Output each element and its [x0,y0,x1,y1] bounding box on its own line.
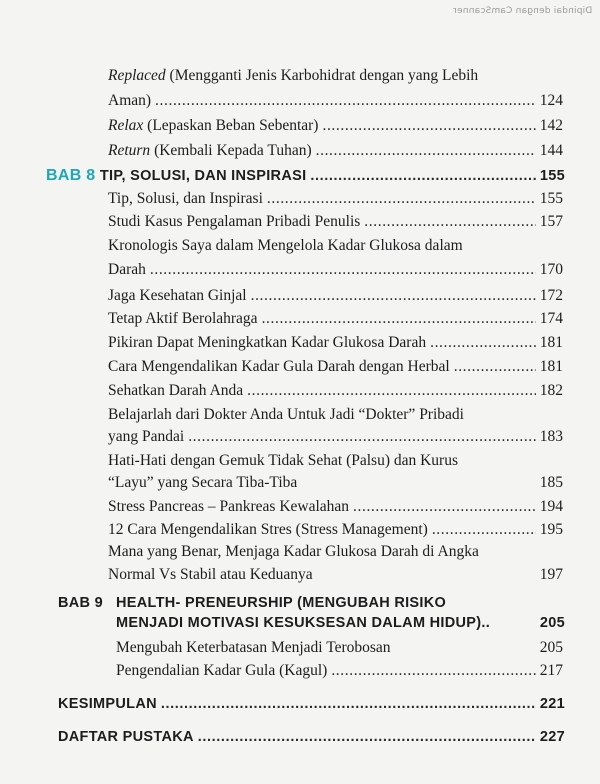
toc-entry-line1[interactable]: Hati-Hati dengan Gemuk Tidak Sehat (Palsu) dan Kurus [108,452,458,469]
entry-page: 142 [539,117,563,134]
entry-page: 174 [539,310,563,327]
chapter-9-title-line1[interactable]: HEALTH- PRENEURSHIP (MENGUBAH RISIKO [116,595,447,611]
entry-page: 182 [539,382,563,399]
leader-dots [251,286,536,305]
toc-entry[interactable] [108,212,563,231]
toc-entry[interactable] [108,381,563,400]
leader-dots [331,661,535,680]
leader-dots [432,520,536,539]
chapter-8-page: 155 [539,168,565,184]
toc-entry[interactable] [108,286,563,305]
entry-italic: Relax [108,117,144,134]
entry-title: Mengubah Keterbatasan Menjadi Terobosan [116,639,391,656]
entry-page: 197 [539,566,563,583]
entry-italic: Return [108,142,151,159]
leader-dots [247,381,536,400]
entry-title: KESIMPULAN [58,696,157,712]
toc-entry-line1[interactable]: Belajarlah dari Dokter Anda Untuk Jadi “Dokter” Pribadi [108,406,464,423]
chapter-9-title-line2: MENJADI MOTIVASI KESUKSESAN DALAM HIDUP).. [116,615,491,631]
toc-entry[interactable] [116,638,563,657]
entry-page: 194 [539,498,563,515]
entry-page: 227 [539,729,565,745]
toc-entry[interactable] [108,260,563,279]
leader-dots [310,167,536,186]
toc-entry[interactable] [108,333,563,352]
toc-entry[interactable] [108,565,563,584]
entry-title [108,116,318,135]
toc-entry[interactable] [108,357,563,376]
entry-title [108,141,312,160]
entry-page: 170 [539,261,563,278]
toc-entry-line1[interactable]: Kronologis Saya dalam Mengelola Kadar Glukosa dalam [108,237,463,254]
entry-title: “Layu” yang Secara Tiba-Tiba [108,474,298,491]
entry-italic: Replaced [108,67,166,84]
entry-page: 181 [539,358,563,375]
leader-dots [316,141,536,160]
entry-title: Stress Pancreas – Pankreas Kewalahan [108,498,350,515]
chapter-8-heading[interactable] [46,166,565,186]
toc-entry[interactable] [108,520,563,539]
leader-dots [267,189,536,208]
leader-dots [430,333,536,352]
entry-page: 183 [539,428,563,445]
entry-title: (Mengganti Jenis Karbohidrat dengan yang Lebih [165,67,479,84]
leader-dots [454,357,536,376]
entry-title: Aman) [108,92,152,109]
chapter-8-title-wrap [46,166,306,186]
toc-entry[interactable] [116,661,563,680]
toc-entry-relax[interactable] [108,116,563,135]
toc-daftar-pustaka[interactable] [58,728,565,747]
entry-page: 144 [539,142,563,159]
toc-entry-line1[interactable]: Mana yang Benar, Menjaga Kadar Glukosa Darah di Angka [108,543,479,560]
entry-page: 185 [539,474,563,491]
leader-dots [188,427,536,446]
entry-title: Darah [108,261,146,278]
toc-entry-replaced-cont[interactable] [108,91,563,110]
chapter-8-label: BAB 8 [46,167,96,184]
chapter-9-label: BAB 9 [58,595,104,611]
toc-entry[interactable] [108,473,563,492]
leader-dots [155,91,536,110]
toc-entry[interactable] [108,497,563,516]
leader-dots [262,309,536,328]
leader-dots [198,728,536,747]
leader-dots [364,212,535,231]
entry-title: Tetap Aktif Berolahraga [108,310,258,327]
toc-entry[interactable] [108,427,563,446]
scanner-watermark: Dipindai dengan CamScanner [452,6,592,16]
leader-dots [161,695,536,714]
entry-title: Normal Vs Stabil atau Keduanya [108,566,313,583]
entry-title: Cara Mengendalikan Kadar Gula Darah dengan Herbal [108,358,450,375]
chapter-8-title: TIP, SOLUSI, DAN INSPIRASI [99,168,307,184]
chapter-9-page: 205 [539,615,565,631]
entry-title-rest: (Lepaskan Beban Sebentar) [143,117,319,134]
leader-dots [150,260,536,279]
entry-title: Tip, Solusi, dan Inspirasi [108,190,263,207]
entry-title-rest: (Kembali Kepada Tuhan) [150,142,312,159]
entry-title: DAFTAR PUSTAKA [58,729,194,745]
entry-title: Jaga Kesehatan Ginjal [108,287,247,304]
entry-page: 181 [539,334,563,351]
entry-page: 172 [539,287,563,304]
entry-title: 12 Cara Mengendalikan Stres (Stress Management) [108,521,428,538]
entry-page: 205 [539,639,563,656]
entry-page: 157 [539,213,563,230]
entry-title: Pengendalian Kadar Gula (Kagul) [116,662,328,679]
entry-page: 221 [539,696,565,712]
toc-kesimpulan[interactable] [58,695,565,714]
toc-entry[interactable] [108,309,563,328]
entry-page: 195 [539,521,563,538]
entry-page: 217 [539,662,563,679]
entry-title: Studi Kasus Pengalaman Pribadi Penulis [108,213,361,230]
toc-entry[interactable] [108,189,563,208]
entry-title: Sehatkan Darah Anda [108,382,244,399]
chapter-9-heading[interactable] [116,614,565,633]
entry-page: 124 [539,92,563,109]
entry-title: yang Pandai [108,428,185,445]
leader-dots [322,116,535,135]
entry-title: Pikiran Dapat Meningkatkan Kadar Glukosa Darah [108,334,427,351]
toc-entry-return[interactable] [108,141,563,160]
toc-entry-replaced[interactable] [108,66,478,85]
entry-page: 155 [539,190,563,207]
leader-dots [353,497,536,516]
